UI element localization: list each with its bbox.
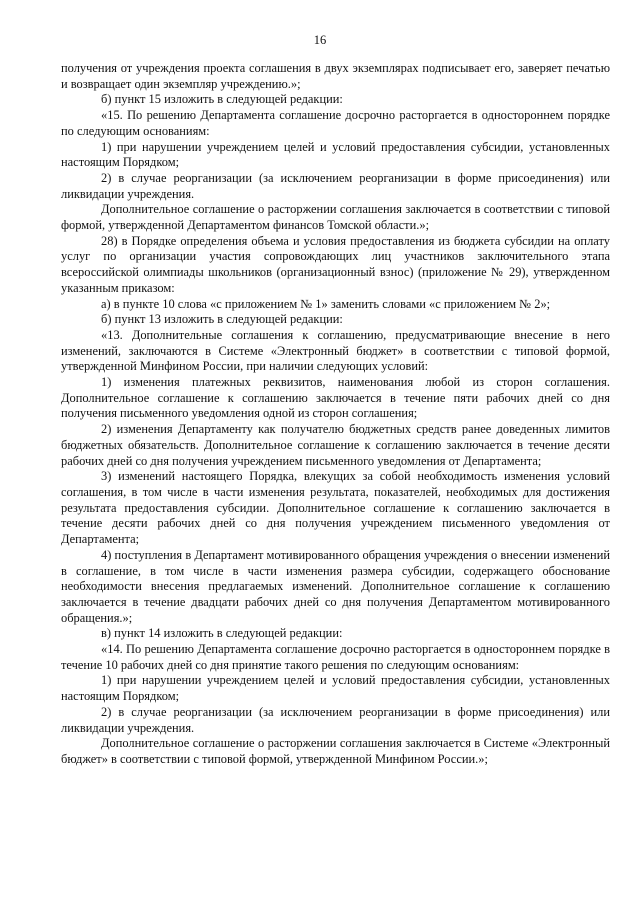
document-paragraph: 3) изменений настоящего Порядка, влекущих за собой необходимость изменения условий соглашения, в том числе в части изменения результата, показателей, необходимых для достижения результата предоставления субсидии. Дополнительное соглашение к соглашению заключается в течение десяти рабочих дней со дня получения учреждением письменного уведомления от Департамента; [61,469,610,547]
document-paragraph: 1) при нарушении учреждением целей и условий предоставления субсидии, установленных настоящим Порядком; [61,139,610,170]
page-number: 16 [313,33,327,47]
document-paragraph: 1) при нарушении учреждением целей и условий предоставления субсидии, установленных настоящим Порядком; [61,673,610,704]
document-paragraph: «14. По решению Департамента соглашение досрочно расторгается в одностороннем порядке в течение 10 рабочих дней со дня принятие такого решения по следующим основаниям: [61,642,610,672]
document-paragraph: Дополнительное соглашение о расторжении соглашения заключается в соответствии с типовой формой, утвержденной Департаментом финансов Томской области.»; [61,202,610,233]
document-paragraph: а) в пункте 10 слова «с приложением № 1» заменить словами «с приложением № 2»; [101,296,551,311]
document-paragraph: 2) в случае реорганизации (за исключением реорганизации в форме присоединения) или ликвидации учреждения. [61,704,610,735]
document-paragraph: «15. По решению Департамента соглашение досрочно расторгается в одностороннем порядке по следующим основаниям: [61,108,610,138]
document-paragraph: в) пункт 14 изложить в следующей редакции: [101,626,343,641]
document-paragraph: «13. Дополнительные соглашения к соглашению, предусматривающие внесение в него изменений, заключаются в Системе «Электронный бюджет» в соответствии с типовой формой, утвержденной Минфином России, при наличии следующих условий: [61,327,610,374]
document-body [61,61,610,768]
document-paragraph: 4) поступления в Департамент мотивированного обращения учреждения о внесении изменений в соглашение, в том числе в части изменения размера субсидии, содержащего обоснование необходимости внесения предлагаемых изменений. Дополнительное соглашение к соглашению заключается в течение двадцати рабочих дней со дня получения Департаментом мотивированного обращения.»; [61,547,610,625]
document-paragraph: 1) изменения платежных реквизитов, наименования любой из сторон соглашения. Дополнительное соглашение к соглашению заключается в течение пяти рабочих дней со дня получения письменного уведомления одной из сторон соглашения; [61,375,610,421]
document-paragraph: 2) изменения Департаменту как получателю бюджетных средств ранее доведенных лимитов бюджетных обязательств. Дополнительное соглашение к соглашению заключается в течение десяти рабочих дней со дня получения учреждением письменного уведомления от Департамента; [61,422,610,468]
document-paragraph: 28) в Порядке определения объема и условия предоставления из бюджета субсидии на оплату услуг по организации участия сопровождающих лиц участников заключительного этапа всероссийской олимпиады школьников (организационный взнос) (приложение № 29), утвержденном указанным приказом: [61,233,610,295]
document-paragraph: б) пункт 15 изложить в следующей редакции: [101,92,343,107]
document-paragraph: б) пункт 13 изложить в следующей редакции: [101,312,343,327]
document-paragraph: 2) в случае реорганизации (за исключением реорганизации в форме присоединения) или ликвидации учреждения. [61,170,610,201]
document-paragraph: Дополнительное соглашение о расторжении соглашения заключается в Системе «Электронный бюджет» в соответствии с типовой формой, утвержденной Минфином России.»; [61,736,610,766]
document-paragraph: получения от учреждения проекта соглашения в двух экземплярах подписывает его, заверяет печатью и возвращает один экземпляр учреждению.»; [61,61,610,91]
